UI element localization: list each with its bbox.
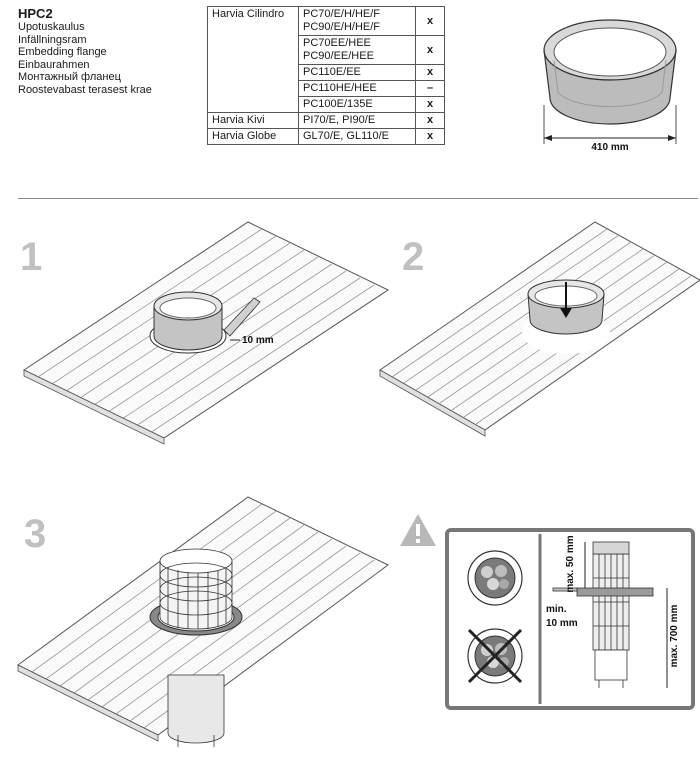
- model-name: PC70EE/HEE: [303, 37, 371, 49]
- table-row: [208, 7, 445, 36]
- step-number: 1: [20, 235, 43, 279]
- table-row: [208, 113, 445, 129]
- model-cell: PC110E/EE: [299, 65, 416, 81]
- model-name: PC90/E/H/HE/F: [303, 21, 381, 33]
- compat-mark: x: [416, 65, 445, 81]
- name-de: Einbaurahmen: [18, 58, 90, 71]
- name-ru: Монтажный фланец: [18, 71, 121, 84]
- name-sv: Infällningsram: [18, 33, 87, 46]
- model-cell: [299, 7, 416, 36]
- compat-mark: x: [416, 36, 445, 65]
- name-et: Roostevabast terasest krae: [18, 83, 152, 96]
- section-divider: [18, 198, 698, 199]
- max-top-label: max. 50 mm: [565, 535, 576, 593]
- gap-label: 10 mm: [242, 335, 274, 346]
- ring-hole: [160, 298, 216, 318]
- model-cell: GL70/E, GL110/E: [299, 129, 416, 145]
- arrow-right: [668, 135, 676, 141]
- diameter-label: 410 mm: [591, 142, 629, 153]
- heater-cage: [160, 549, 232, 629]
- warning-icon: [398, 512, 438, 548]
- brand-name: Harvia Globe: [208, 129, 299, 145]
- warning-panel: [445, 528, 695, 710]
- compat-mark: x: [416, 97, 445, 113]
- min-label: min.: [546, 604, 567, 615]
- compat-mark: x: [416, 129, 445, 145]
- arrow-left: [544, 135, 552, 141]
- name-fi: Upotuskaulus: [18, 21, 85, 33]
- max-height-label: max. 700 mm: [669, 604, 680, 668]
- step-3-illustration: [18, 495, 388, 770]
- model-cell: [299, 36, 416, 65]
- ring-inner: [554, 28, 666, 76]
- model-cell: PC110HE/HEE: [299, 81, 416, 97]
- step-number: 3: [24, 512, 47, 556]
- compatibility-table: [207, 6, 445, 145]
- product-code: HPC2: [18, 6, 53, 21]
- brand-name: Harvia Cilindro: [212, 8, 285, 20]
- step-2-illustration: [380, 220, 700, 460]
- brand-name: Harvia Kivi: [208, 113, 299, 129]
- step-1-illustration: [18, 220, 388, 470]
- heater-base: [168, 675, 224, 747]
- model-name: PC90/EE/HEE: [303, 50, 374, 62]
- model-name: PC70/E/H/HE/F: [303, 8, 381, 20]
- compat-mark: x: [416, 7, 445, 36]
- brand-cell: [208, 7, 299, 113]
- compat-mark: x: [416, 113, 445, 129]
- incorrect-stones-icon: [468, 629, 522, 683]
- model-cell: PC100E/135E: [299, 97, 416, 113]
- model-cell: PI70/E, PI90/E: [299, 113, 416, 129]
- compat-mark: –: [416, 81, 445, 97]
- product-header: [18, 6, 203, 97]
- step-number: 2: [402, 235, 425, 279]
- flange-ring-illustration: [530, 10, 690, 160]
- min-value-label: 10 mm: [546, 618, 578, 629]
- name-en: Embedding flange: [18, 46, 107, 59]
- table-row: [208, 129, 445, 145]
- correct-stones-icon: [468, 551, 522, 605]
